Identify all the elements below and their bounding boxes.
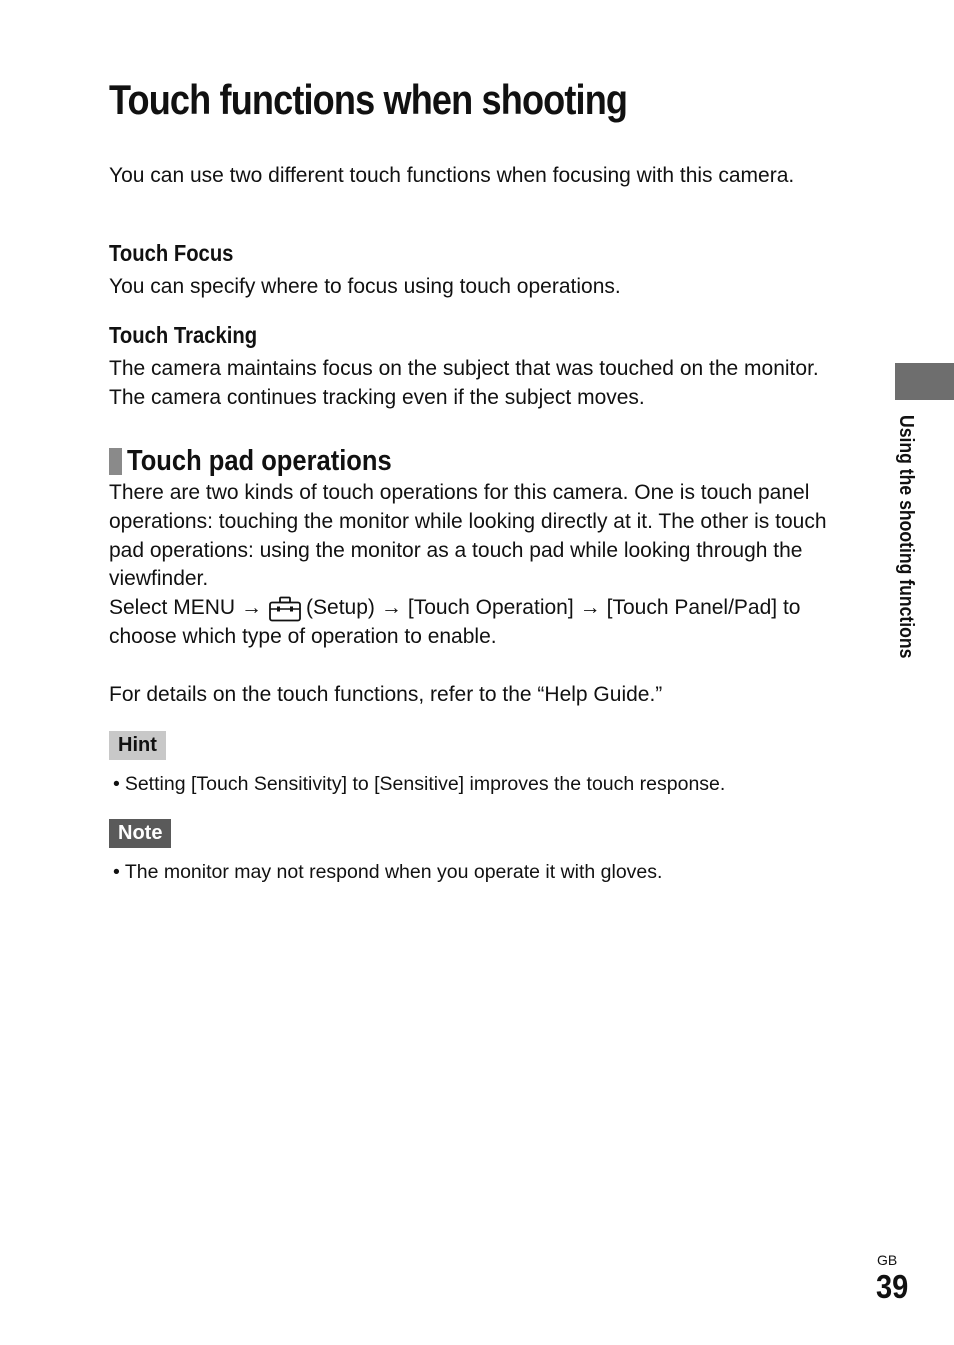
touch-tracking-heading: Touch Tracking (109, 322, 258, 348)
chapter-side-label (892, 415, 920, 715)
bullet-icon: • (113, 861, 120, 883)
touch-focus-heading: Touch Focus (109, 240, 234, 266)
arrow-right-icon: → (579, 596, 601, 620)
touch-panel-pad-label: [Touch Panel/Pad] to (606, 596, 801, 620)
hint-item (113, 771, 725, 797)
page-number: 39 (876, 1268, 909, 1305)
arrow-right-icon: → (380, 596, 402, 620)
region-code: GB (877, 1252, 898, 1268)
note-item (113, 859, 662, 885)
chapter-side-label-text: Using the shooting functions (895, 415, 917, 659)
touch-pad-heading: Touch pad operations (127, 445, 392, 477)
touch-pad-text: There are two kinds of touch operations for this camera. One is touch panel operations: touching the monitor while looking directly at it. The other is touch pad operations: using the monitor as a touch pad while looking through the viewfinder. (109, 481, 827, 591)
arrow-right-icon: → (241, 596, 263, 620)
menu-path-prefix: Select MENU (109, 596, 236, 620)
chapter-tab (895, 363, 954, 400)
menu-path (109, 594, 869, 623)
details-text: For details on the touch functions, refer to the “Help Guide.” (109, 683, 663, 706)
intro-paragraph: You can use two different touch functions when focusing with this camera. (109, 164, 795, 187)
touch-tracking-text: The camera maintains focus on the subject that was touched on the monitor. The camera continues tracking even if the subject moves. (109, 357, 819, 409)
setup-label: (Setup) (306, 596, 375, 620)
menu-path-end: choose which type of operation to enable. (109, 625, 497, 648)
touch-focus-text: You can specify where to focus using touch operations. (109, 275, 621, 298)
touch-pad-section-header (109, 445, 428, 477)
note-label: Note (109, 819, 171, 848)
note-item-text: The monitor may not respond when you operate it with gloves. (124, 861, 663, 883)
hint-label: Hint (109, 731, 166, 760)
section-marker-bar (109, 448, 122, 475)
page-title: Touch functions when shooting (109, 76, 628, 123)
toolbox-icon (268, 596, 302, 622)
bullet-icon: • (113, 773, 120, 795)
touch-operation-label: [Touch Operation] (407, 596, 574, 620)
hint-item-text: Setting [Touch Sensitivity] to [Sensitive] improves the touch response. (124, 773, 726, 795)
